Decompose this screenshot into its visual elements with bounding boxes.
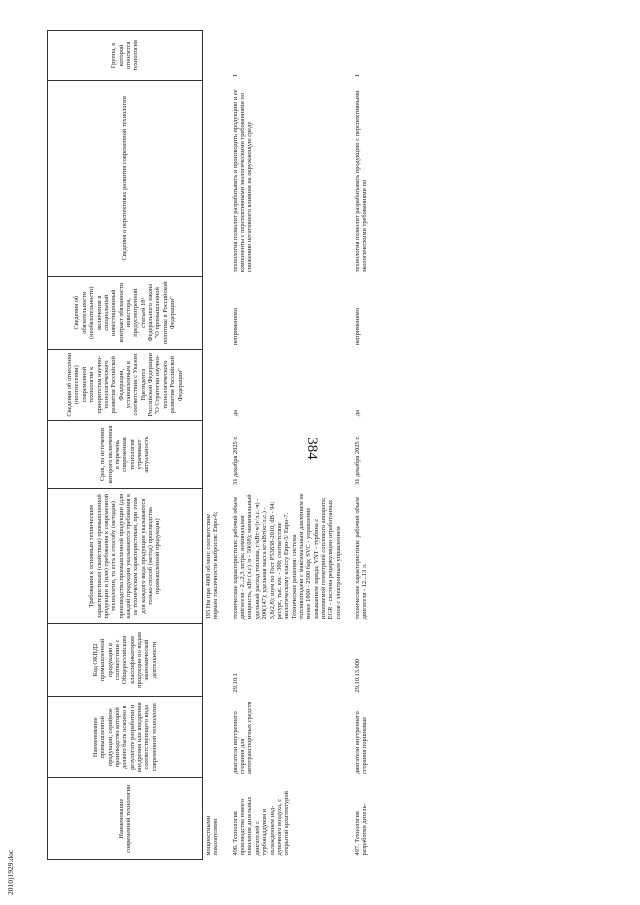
row-number: 497. (354, 844, 362, 856)
cell-investor: неприменимо (231, 307, 239, 346)
header-requirements: Требования к основным техническим характеристикам (свойствам) промышленной продукции и (или) требования к современной технологии, то есть к способу (методам) производства промышленной продукции (для каждой продукции указываются требования к ее техническим характеристикам, при этом для каждого вида продукции указываются только способ (метод) производства промышленной продукции) (48, 489, 203, 623)
cell-product: двигатели внутреннего сгорания поршневые (354, 711, 369, 774)
cell-tech: мощностными показателями (205, 815, 220, 856)
table-row-continued (203, 31, 222, 860)
cell-product: двигатели внутреннего сгорания для автотранспортных средств (231, 701, 254, 774)
cell-info: технология позволит разрабатывать и производить продукцию и ее компоненты с перспективными экологическими требованиями по снижению негативного влияния на окружающую среду (231, 89, 254, 273)
cell-priority: да (354, 410, 362, 417)
tech-name: Технология производства нового поколения дизельных двигателей с турбонаддувом и охлаждением над-дувочного воздуха, с открытой архитектурой (231, 791, 291, 856)
footer-filename: 2010)1929.doc (6, 849, 15, 895)
header-term: Срок, по истечении которого включенная в перечень современная технология утрачивает актуальность (48, 420, 203, 489)
header-tech: Наименование современной технологии (48, 778, 203, 860)
row-number: 496. (231, 844, 239, 856)
table-row (222, 31, 344, 860)
cell-requirements: 195 Нм при 4000 об/мин; соответствие нормам токсичности выбросов: Евро-6; (205, 511, 220, 620)
cell-tech (222, 778, 344, 860)
table-header-row (48, 31, 203, 860)
cell-group: I (231, 74, 239, 77)
cell-requirements: технические характеристики: рабочий объем двигателя - 2...2,3 литра; номинальная мощность, кВт (л.с) /n - 50(68); минимальный удельный расход топлива, г/кВт·ч/(г/л.с.·ч) - 200(147); удельная масса кг/кВт(кг/л.с.) - 3,8(2,8); шум по Гост Р53838-2010, dB - 94; ресурс, тыс. км. - 300; соответствие экологическому классу Евро-5/ Евро-7. Технические решения: система топливоподачи с максимальным давлением не менее 1800 - 2500 бар; SVC - управление замыканием заряда; VNT - турбина с изменяемой геометрией соплового аппарата; EGR - система рециркуляции отработанных газов с электронным управлением (231, 493, 342, 620)
tech-name: Технология разработки дизель- (354, 803, 369, 856)
cell-requirements: технические характеристики: рабочий объем двигателя - 12...13 л. (354, 497, 369, 620)
cell-term: 31 декабря 2025 г. (231, 436, 239, 485)
rotated-table-container (47, 30, 607, 860)
cell-investor: неприменимо (354, 307, 362, 346)
header-product: Наименование промышленной продукции, серийное производство которой должно быть освоено в результате разработки и внедрения или внедрения соответствующего вида современной технологии (48, 696, 203, 778)
header-priority: Сведения об отнесении (неотнесении) современной технологии к приоритетам научно-технологического развития Российской Федерации, установленным в соответствии с Указом Президента Российской Федерации "О Стратегии научно-технологического развития Российской Федерации" (48, 349, 203, 420)
header-info: Сведения о перспективах развития современной технологии (48, 80, 203, 276)
page-number: 384 (303, 437, 320, 460)
cell-priority: да (231, 410, 239, 417)
cell-group: I (354, 74, 362, 77)
cell-tech (344, 778, 371, 860)
header-okpd: Код ОКПД2 промышленной продукции в соответствии с Общероссийским классификатором продукции по видам экономической деятельности (48, 623, 203, 696)
header-group: Группа, к которой относится технология (48, 31, 203, 81)
technology-table (47, 30, 371, 860)
cell-okpd: 29.10.1 (231, 673, 239, 693)
header-investor: Сведения об обязательности (необязательности) включения в специальный инвестиционный контракт обязанности инвестора, предусмотренной статьей 18¹ Федерального закона "О промышленной политике в Российской Федерации" (48, 276, 203, 349)
table-row (344, 31, 371, 860)
cell-term: 31 декабря 2025 г. (354, 436, 362, 485)
cell-okpd: 29.10.13.000 (354, 658, 362, 693)
cell-info: технология позволит разрабатывать продукцию с перспективными экологическими требованиями по (354, 90, 369, 273)
